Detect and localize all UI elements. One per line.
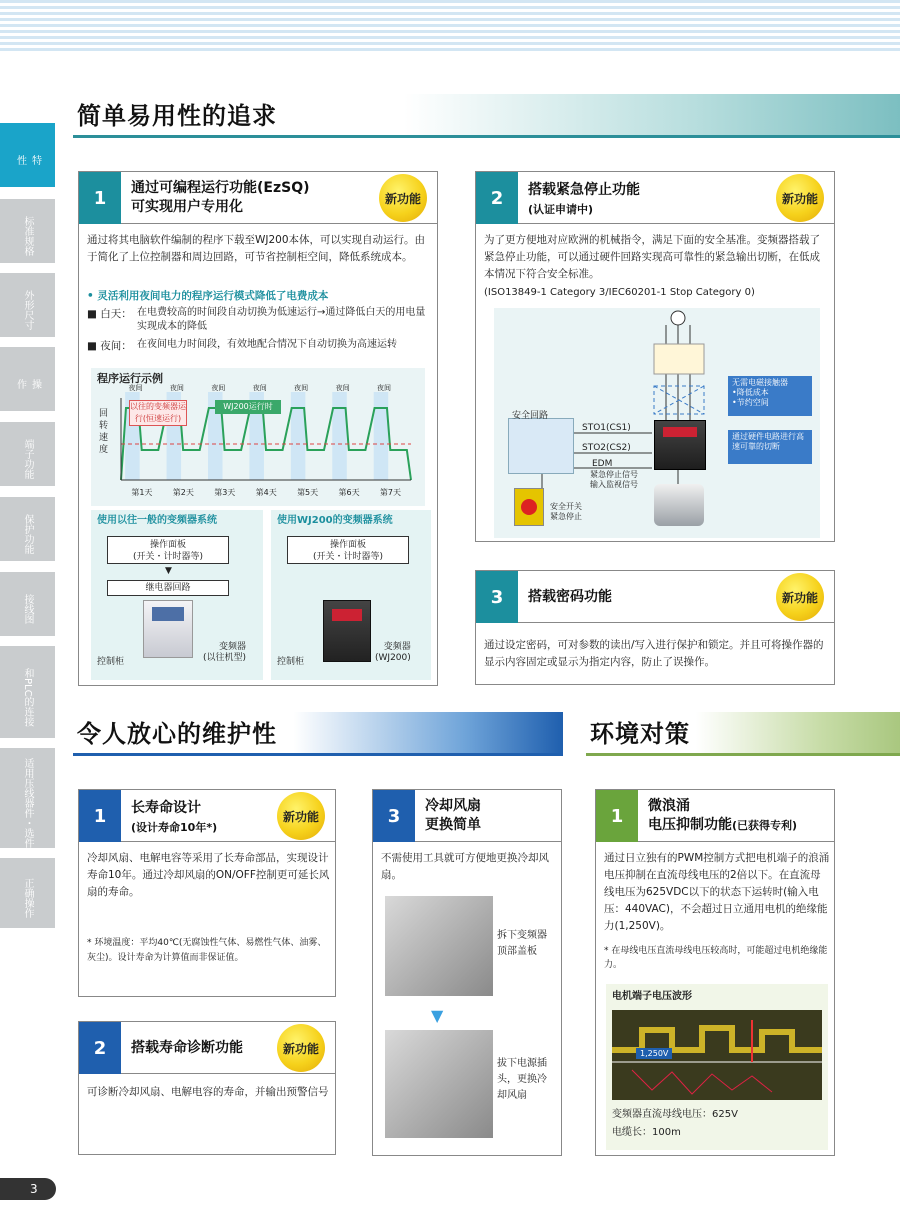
day-label: 第3天 [214,488,236,497]
fan-replace-photo [385,1030,493,1138]
sidebar-item-specs[interactable]: 标准规格 [0,199,55,263]
ctrl-label: 控制柜 [277,657,305,667]
card-header [79,790,335,842]
new-feature-badge: 新功能 [379,174,427,222]
feature-number: 3 [476,571,518,623]
feature-number: 1 [596,790,638,842]
step1-text: 拆下变频器顶部盖板 [497,930,547,957]
card-header [79,172,437,224]
new-feature-badge: 新功能 [277,792,325,840]
section-title-environment: 环境对策 [586,712,900,756]
feature-body: 可诊断冷却风扇、电解电容的寿命，并输出预警信号 [87,1086,329,1098]
hardware-cutoff-note: 通过硬件电路进行高速可靠的切断 [728,430,812,464]
env-card-micro-surge [595,789,835,1156]
old-op-panel-box: 操作面板 (开关・计时器等) [107,536,229,564]
old-operation-label: 以往的变频器运行(恒速运行) [129,400,187,426]
safety-circuit-label: 安全回路 [512,411,549,421]
night-text: 在夜间电力时间段，有效地配合情况下自动切换为高速运转 [137,339,397,350]
night-label: 夜间 [294,384,309,392]
new-system-panel [271,510,431,680]
card-header [373,790,561,842]
feature-number: 1 [79,790,121,842]
old-inverter-image [143,600,193,658]
sidebar-item-accessories[interactable]: 适用压线器件・选件 [0,748,55,848]
feature-title: 微浪涌 电压抑制功能(已获得专利) [648,798,798,833]
feature-number: 2 [79,1022,121,1074]
day-label: 第5天 [297,488,319,497]
sidebar-item-wiring[interactable]: 接线图 [0,572,55,636]
down-arrow-icon: ▼ [431,1006,444,1025]
feature-body: 通过日立独有的PWM控制方式把电机端子的浪涌电压抑制在直流母线电压的2倍以下。在直流母线电压为625VDC以下的状态下运转时(输入电压：440VAC)，不会超过日立通用电机的绝缘能力(1,250V)。 [604,852,830,932]
sidebar-item-operation[interactable]: 操 作 [0,347,55,411]
sidebar-item-correct-operation[interactable]: 正确操作 [0,858,55,928]
night-label: 夜间 [252,384,267,392]
day-label: 第6天 [338,488,360,497]
day-label: 第1天 [131,488,153,497]
inverter-image [654,420,706,470]
night-label: 夜间 [211,384,226,392]
feature-title: 冷却风扇 更换简单 [425,798,481,833]
night-label: ■ 夜间： [87,340,132,352]
emergency-switch-image [514,488,544,526]
waveform-title: 电机端子电压波形 [612,991,692,1002]
feature-title: 通过可编程运行功能(EzSQ) 可实现用户专用化 [131,180,310,215]
waveform-caption-2: 电缆长：100m [612,1127,681,1138]
day-label: 第7天 [379,488,402,497]
night-label: 夜间 [128,384,143,392]
standards-text: (ISO13849-1 Category 3/IEC60201-1 Stop Category 0) [484,287,755,298]
new-op-panel-box: 操作面板 (开关・计时器等) [287,536,409,564]
voltage-label: 1,250V [636,1048,672,1059]
day-label: ■ 白天： [87,308,132,320]
card-header [476,571,834,623]
old-system-title: 使用以往一般的变频器系统 [97,515,217,526]
maint-card-long-life [78,789,336,997]
step2-text: 拔下电源插头，更换冷却风扇 [497,1058,547,1101]
section-title-maintenance: 令人放心的维护性 [73,712,563,756]
new-feature-badge: 新功能 [776,573,824,621]
wj200-inverter-image [323,600,371,662]
card-header [476,172,834,224]
arrow-icon: ▼ [165,566,172,576]
day-label: 第2天 [172,488,194,497]
feature-title: 搭载寿命诊断功能 [131,1040,243,1056]
feature-body: 不需使用工具就可方便地更换冷却风扇。 [381,852,549,881]
new-feature-badge: 新功能 [277,1024,325,1072]
night-band [291,392,306,480]
feature-body: 冷却风扇、电解电容等采用了长寿命部品，实现设计寿命10年。通过冷却风扇的ON/OFF控制更可延长风扇的寿命。 [87,852,330,898]
switch-label: 安全开关 紧急停止 [550,502,582,521]
night-label: 夜间 [335,384,350,392]
sidebar-item-protection[interactable]: 保护功能 [0,497,55,561]
relay-box: 继电器回路 [107,580,229,596]
fan-cover-photo [385,896,493,996]
night-label: 夜间 [377,384,392,392]
edm-label: EDM [592,459,613,469]
feature-body: 为了更方便地对应欧洲的机械指令，满足下面的安全基准。变频器搭载了紧急停止功能，可以通过硬件回路实现高可靠性的紧急输出切断，在低成本情况下符合安全标准。 [484,234,820,280]
sidebar-item-features[interactable]: 特 性 [0,123,55,187]
feature-note: * 在母线电压直流母线电压较高时，可能超过电机绝缘能力。 [604,946,828,970]
header-stripes [0,0,900,52]
day-label: 第4天 [255,488,277,497]
section-title-ease-of-use: 简单易用性的追求 [73,94,900,138]
ctrl-label: 控制柜 [97,657,125,667]
feature-title: 搭载紧急停止功能 (认证申请中) [528,182,640,216]
new-system-title: 使用WJ200的变频器系统 [277,515,393,526]
card-header [79,1022,335,1074]
feature-number: 2 [476,172,518,224]
sto2-label: STO2(CS2) [582,443,631,453]
program-chart-panel [91,368,425,506]
feature-title: 搭载密码功能 [528,589,612,605]
sidebar-item-dimensions[interactable]: 外形尺寸 [0,273,55,337]
night-band [332,392,347,480]
emergency-stop-diagram [494,308,820,538]
night-band [374,392,389,480]
sto1-label: STO1(CS1) [582,423,631,433]
feature-card-password [475,570,835,685]
sidebar-item-plc[interactable]: 和PLC的连接 [0,646,55,738]
waveform-caption-1: 变频器直流母线电压：625V [612,1109,738,1120]
feature-card-emergency-stop [475,171,835,542]
card-header [596,790,834,842]
feature-note: * 环境温度：平均40℃(无腐蚀性气体、易燃性气体、油雾、灰尘)。设计寿命为计算值而非保证值。 [87,938,327,963]
safety-circuit-box [508,418,574,474]
page-number: 3 [0,1178,56,1200]
waveform-panel [606,984,828,1150]
sidebar-item-terminals[interactable]: 端子功能 [0,422,55,486]
feature-title: 长寿命设计 (设计寿命10年*) [131,800,218,834]
feature-number: 3 [373,790,415,842]
day-text: 在电费较高的时间段自动切换为低速运行→通过降低白天的用电量实现成本的降低 [137,307,426,332]
maint-card-life-diagnosis [78,1021,336,1155]
feature-card-ezsq [78,171,438,686]
speed-axis-label: 回转速度 [99,409,109,455]
feature-body: 通过将其电脑软件编制的程序下载至WJ200本体，可以实现自动运行。由于简化了上位控制器和周边回路，可节省控制柜空间，降低系统成本。 [87,234,426,263]
no-contactor-note: 无需电磁接触器 •降低成本 •节约空间 [728,376,812,416]
feedback-label: 紧急停止信号 输入监视信号 [590,470,638,489]
feature-bullet: • 灵活利用夜间电力的程序运行模式降低了电费成本 [87,290,329,302]
new-inverter-label: 变频器 (WJ200) [375,642,411,663]
chart-title: 程序运行示例 [97,372,163,385]
new-operation-label: WJ200运行时 [215,400,281,414]
maint-card-fan-replacement [372,789,562,1156]
feature-body: 通过设定密码，可对参数的读出/写入进行保护和锁定。并且可将操作器的显示内容固定或显示为指定内容，防止了误操作。 [484,639,824,668]
old-system-panel [91,510,263,680]
new-feature-badge: 新功能 [776,174,824,222]
motor-image [654,484,704,526]
night-label: 夜间 [169,384,184,392]
old-inverter-label: 变频器 (以往机型) [203,642,247,663]
feature-number: 1 [79,172,121,224]
